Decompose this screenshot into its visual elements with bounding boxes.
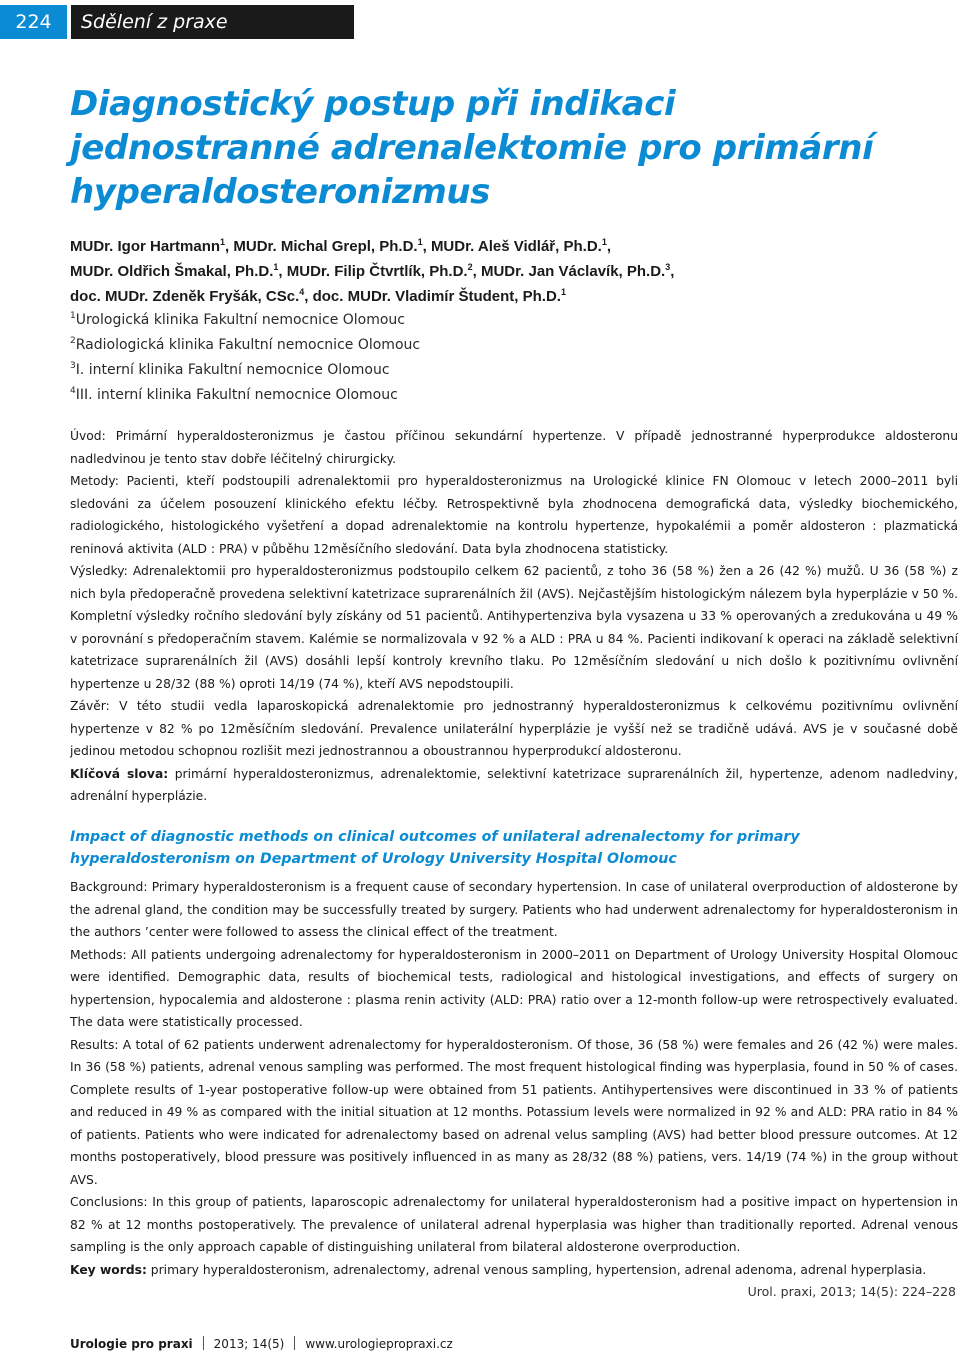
author-sup: 4 <box>299 287 305 297</box>
author-sep: , <box>606 238 612 255</box>
author-sep: , <box>472 263 481 280</box>
page-number: 224 <box>0 5 67 39</box>
abstract-methods-en: Methods: All patients undergoing adrenalectomy for hyperaldosteronism in 2000–2011 on Department of Urology University Hospital Olomouc were identified. Demographic data, results of biochemical tests, radiological and histological investigations, and effects of surgery on hypertension, hypocalemia and aldosterone : plasma renin activity (ALD: PRA) ratio over a 12-month follow-up were retrospectively evaluated. The data were statistically processed. <box>70 947 958 1029</box>
affiliation-text: Radiologická klinika Fakultní nemocnice Olomouc <box>75 337 421 353</box>
author-line-2 <box>70 259 950 284</box>
abstract-english <box>70 876 958 1281</box>
author-sep: , <box>225 238 234 255</box>
affiliation-text: Urologická klinika Fakultní nemocnice Olomouc <box>75 312 406 328</box>
affiliation-sup: 3 <box>70 361 76 371</box>
author-sup: 1 <box>601 237 607 247</box>
author-name: MUDr. Michal Grepl, Ph.D. <box>233 238 418 255</box>
author-sup: 2 <box>467 262 473 272</box>
author-sup: 1 <box>417 237 423 247</box>
affiliation-sup: 2 <box>70 336 76 346</box>
affiliation <box>70 308 950 333</box>
affiliation-sup: 4 <box>70 386 76 396</box>
english-title: Impact of diagnostic methods on clinical outcomes of unilateral adrenalectomy for primary hyperaldosteronism on Department of Urology University Hospital Olomouc <box>70 829 800 867</box>
section-label: Sdělení z praxe <box>71 5 354 39</box>
abstract-czech <box>70 425 958 808</box>
citation: Urol. praxi, 2013; 14(5): 224–228 <box>747 1284 956 1299</box>
article-title: Diagnostický postup při indikaci jednostranné adrenalektomie pro primární hyperaldosteronizmus <box>70 84 874 212</box>
abstract-results-en: Results: A total of 62 patients underwent adrenalectomy for hyperaldosteronism. Of those, 36 (58 %) were females and 26 (42 %) were males. In 36 (58 %) patients, adrenal venous sampling was performed. The most frequent histological finding was hyperplasia, found in 50 % of cases. Complete results of 1-year postoperative follow-up were obtained from 51 patients. Antihypertensives were discontinued in 33 % of patients and reduced in 49 % as compared with the initial situation at 12 months. Potassium levels were normalized in 92 % and ALD: PRA ratio in 84 % of patients. Patients who were indicated for adrenalectomy based on adrenal velus sampling (AVS) had better blood pressure outcomes. At 12 months postoperatively, blood pressure was positively influenced in as many as 28/32 (88 %) patiens, vers. 14/19 (74 %) in the group without AVS. <box>70 1037 958 1187</box>
footer-issue: 2013; 14(5) <box>213 1337 285 1351</box>
author-line-1 <box>70 234 950 259</box>
affiliation <box>70 333 950 358</box>
author-name: doc. MUDr. Zdeněk Fryšák, CSc. <box>70 288 300 305</box>
abstract-intro: Úvod: Primární hyperaldosteronizmus je častou příčinou sekundární hypertenze. V případě jednostranné hyperprodukce aldosteronu nadledvinou je tento stav dobře léčitelný chirurgicky. <box>70 429 958 466</box>
author-name: doc. MUDr. Vladimír Študent, Ph.D. <box>312 288 561 305</box>
keywords-label-en: Key words: <box>70 1262 147 1277</box>
author-name: MUDr. Jan Václavík, Ph.D. <box>480 263 666 280</box>
author-sup: 1 <box>273 262 279 272</box>
author-name: MUDr. Oldřich Šmakal, Ph.D. <box>70 263 274 280</box>
footer-divider <box>294 1336 295 1350</box>
abstract-conclusion: Závěr: V této studii vedla laparoskopická adrenalektomie pro jednostranný hyperaldosteronizmus k celkovému pozitivnímu ovlivnění hypertenze v 82 % po 12měsíčním sledování. Prevalence unilaterální hyperplázie je vyšší než se tradičně udává. AVS je v současné době jedinou metodou schopnou rozlišit mezi jednostrannou a oboustrannou hyperprodukcí aldosteronu. <box>70 699 958 758</box>
abstract-background: Background: Primary hyperaldosteronism is a frequent cause of secondary hypertension. In case of unilateral overproduction of aldosterone by the adrenal gland, the condition may be successfully treated by surgery. Patients who had underwent adrenalectomy for hyperaldosteronism in the authors ’center were followed to assess the clinical effect of the treatment. <box>70 880 958 939</box>
author-sup: 3 <box>665 262 671 272</box>
author-sep: , <box>278 263 287 280</box>
author-sep: , <box>422 238 431 255</box>
author-sep: , <box>304 288 313 305</box>
footer-divider <box>203 1336 204 1350</box>
abstract-keywords <box>70 763 958 808</box>
abstract-methods: Metody: Pacienti, kteří podstoupili adrenalektomii pro hyperaldosteronizmus na Urologické klinice FN Olomouc v letech 2000–2011 byli sledováni za účelem posouzení klinického efektu léčby. Retrospektivně byla zhodnocena demografická data, výsledky biochemického, radiologického, histologického vyšetření a dopad adrenalektomie na kontrolu hypertenze, hypokalémii a poměr aldosteron : plazmatická reninová aktivita (ALD : PRA) v půběhu 12měsíčního sledování. Data byla zhodnocena statisticky. <box>70 474 958 556</box>
affiliation-list <box>70 308 950 408</box>
keywords-label: Klíčová slova: <box>70 766 169 781</box>
affiliation-text: I. interní klinika Fakultní nemocnice Olomouc <box>75 362 390 378</box>
author-sup: 1 <box>220 237 226 247</box>
author-list <box>70 234 950 309</box>
author-name: MUDr. Filip Čtvrtlík, Ph.D. <box>286 263 468 280</box>
author-sep: , <box>670 263 675 280</box>
footer-url[interactable]: www.urologiepropraxi.cz <box>305 1337 453 1351</box>
author-sup: 1 <box>560 287 566 297</box>
affiliation-text: III. interní klinika Fakultní nemocnice Olomouc <box>75 387 398 403</box>
abstract-keywords-en <box>70 1259 958 1282</box>
abstract-results: Výsledky: Adrenalektomii pro hyperaldosteronizmus podstoupilo celkem 62 pacientů, z toho 36 (58 %) žen a 26 (42 %) mužů. U 36 (58 %) z nich byla předoperačně provedena selektivní katetrizace suprarenálních žil (AVS). Nejčastějším histologickým nálezem byla hyperplázie v 50 %. Kompletní výsledky ročního sledování byly získány od 51 pacientů. Antihypertenziva byla vysazena u 33 % operovaných a zredukována u 49 % v porovnání s předoperačním stavem. Kalémie se normalizovala v 92 % a ALD : PRA u 84 %. Pacienti indikovaní k operaci na základě selektivní katetrizace suprarenálních žil (AVS) dosáhli lepší kontroly krevního tlaku. Po 12měsíčním sledování u nich došlo k pozitivnímu ovlivnění hypertenze u 28/32 (88 %) oproti 14/19 (74 %), kteří AVS nepodstoupili. <box>70 564 958 691</box>
author-name: MUDr. Aleš Vidlář, Ph.D. <box>430 238 602 255</box>
affiliation <box>70 383 950 408</box>
footer-journal: Urologie pro praxi <box>70 1337 193 1351</box>
page-footer <box>70 1336 950 1351</box>
abstract-conclusions-en: Conclusions: In this group of patients, laparoscopic adrenalectomy for unilateral hyperaldosteronism had a positive impact on hypertension in 82 % at 12 months postoperatively. The prevalence of unilateral adrenal hyperplasia was higher than traditionally reported. Adrenal venous sampling is the only approach capable of distinguishing unilateral from bilateral aldosterone overproduction. <box>70 1195 958 1254</box>
keywords-text-en: primary hyperaldosteronism, adrenalectomy, adrenal venous sampling, hypertension, adrenal adenoma, adrenal hyperplasia. <box>150 1262 927 1277</box>
affiliation-sup: 1 <box>70 311 76 321</box>
affiliation <box>70 358 950 383</box>
author-line-3 <box>70 284 950 309</box>
keywords-text: primární hyperaldosteronizmus, adrenalektomie, selektivní katetrizace suprarenálních žil, hypertenze, adenom nadledviny, adrenální hyperplázie. <box>70 766 958 803</box>
author-name: MUDr. Igor Hartmann <box>70 238 221 255</box>
